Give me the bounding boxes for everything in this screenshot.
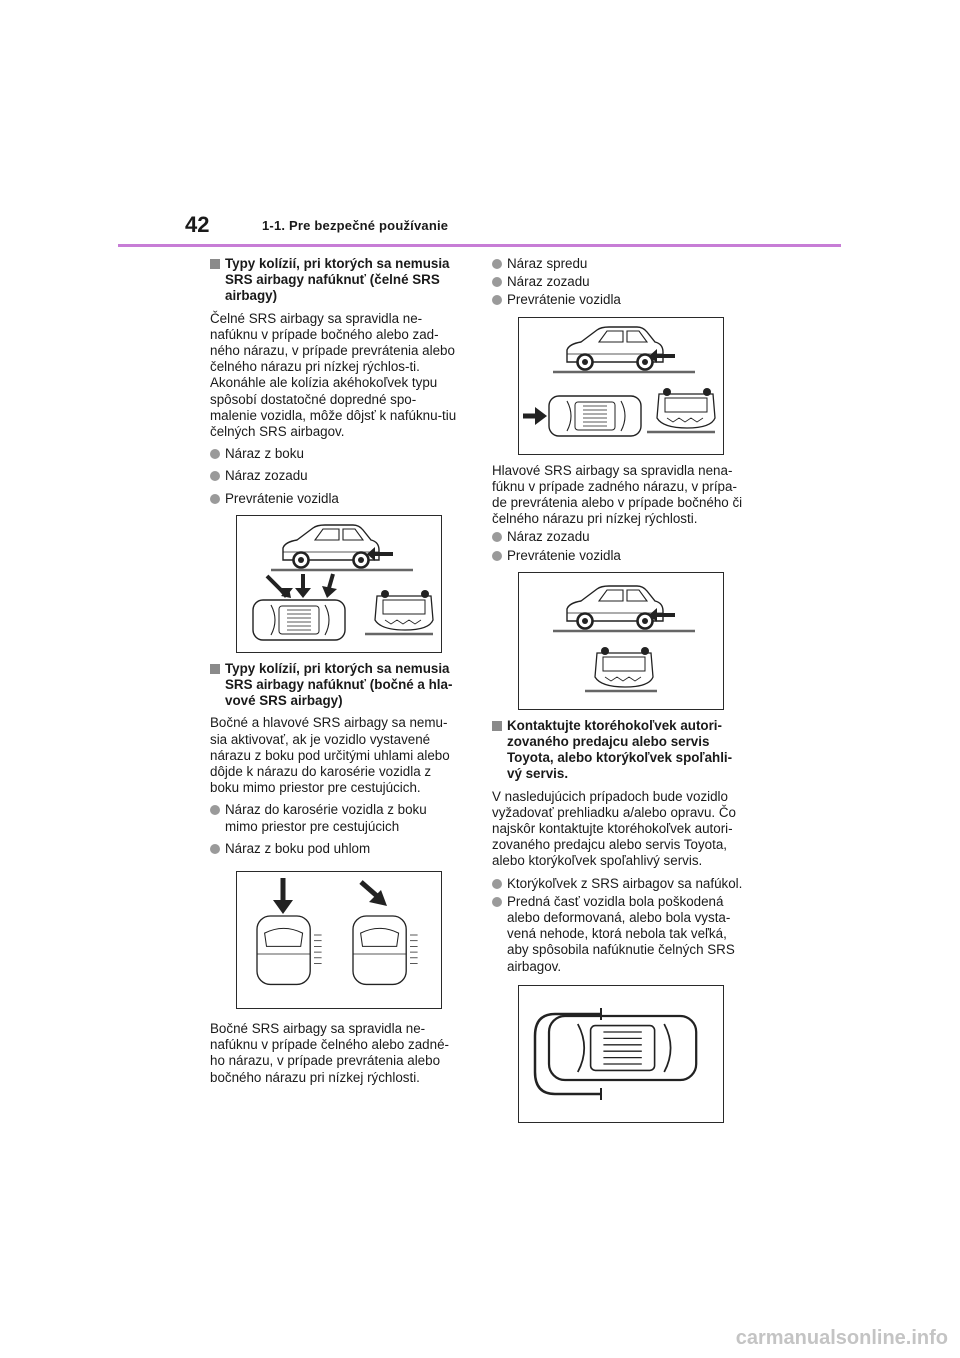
paragraph-side-no-deploy: Bočné SRS airbagy sa spravidla ne-nafúknu v prípade čelného alebo zadné-ho nárazu, v prípade prevrátenia alebo bočného nárazu pri nízkej rýchlosti. <box>210 1021 449 1085</box>
page-number: 42 <box>185 212 210 237</box>
circle-bullet-icon <box>492 897 502 907</box>
circle-bullet-icon <box>492 259 502 269</box>
list-item: Prevrátenie vozidla <box>210 491 462 507</box>
circle-bullet-icon <box>210 844 220 854</box>
circle-bullet-icon <box>492 295 502 305</box>
square-bullet-icon <box>492 721 502 731</box>
heading-contact-dealer <box>492 718 744 783</box>
square-bullet-icon <box>210 259 220 269</box>
circle-bullet-icon <box>492 532 502 542</box>
right-column <box>492 256 744 1131</box>
list-item: Prevrátenie vozidla <box>492 292 744 308</box>
list-item: Ktorýkoľvek z SRS airbagov sa nafúkol. <box>492 876 744 892</box>
left-column <box>210 256 462 1092</box>
header-rule <box>118 244 841 247</box>
figure-side-rear-rollover <box>236 515 442 653</box>
circle-bullet-icon <box>492 551 502 561</box>
circle-bullet-icon <box>210 494 220 504</box>
heading-text: Typy kolízií, pri ktorých sa nemusia SRS airbagy nafúknuť (bočné a hla-vové SRS airbagy) <box>225 660 453 709</box>
figure-front-rear-rollover <box>518 317 724 455</box>
figure-front-damage <box>518 985 724 1123</box>
paragraph-frontal: Čelné SRS airbagy sa spravidla ne-nafúknu v prípade bočného alebo zad-ného nárazu, v prípade prevrátenia alebo čelného nárazu pri nízkej rýchlos-ti. Akonáhle ale kolízia akéhokoľvek typu spôsobí dostatočné dopredné spo-malenie vozidla, môže dôjsť k nafúknu-tiu čelných SRS airbagov. <box>210 310 457 440</box>
list-item: Náraz zozadu <box>492 529 744 545</box>
list-item: Náraz spredu <box>492 256 744 272</box>
square-bullet-icon <box>210 664 220 674</box>
heading-text: Kontaktujte ktoréhokoľvek autori-zovaného predajcu alebo servis Toyota, alebo ktorýkoľvek spoľahli-vý servis. <box>507 717 733 782</box>
circle-bullet-icon <box>210 449 220 459</box>
heading-text: Typy kolízií, pri ktorých sa nemusia SRS airbagy nafúknuť (čelné SRS airbagy) <box>225 256 450 304</box>
list-item: Náraz zozadu <box>210 468 462 484</box>
figure-side-angle-impact <box>236 871 442 1009</box>
list-item: Náraz z boku pod uhlom <box>210 841 462 857</box>
list-item: Náraz z boku <box>210 446 462 462</box>
paragraph-side: Bočné a hlavové SRS airbagy sa nemu-sia aktivovať, ak je vozidlo vystavené nárazu z boku pod určitými uhlami alebo dôjde k nárazu do karosérie vozidla z boku mimo priestor pre cestujúcich. <box>210 715 450 796</box>
paragraph-inspection: V nasledujúcich prípadoch bude vozidlo vyžadovať prehliadku a/alebo opravu. Čo najskôr kontaktujte ktoréhokoľvek autori-zovaného predajcu alebo servis Toyota, alebo ktorýkoľvek spoľahlivý servis. <box>492 788 736 869</box>
circle-bullet-icon <box>210 471 220 481</box>
list-item: Predná časť vozidla bola poškodená alebo deformovaná, alebo bola vysta-vená nehode, ktorá nebola tak veľká, aby spôsobila nafúknutie čelných SRS airbagov. <box>492 894 744 975</box>
figure-rear-rollover <box>518 572 724 710</box>
circle-bullet-icon <box>210 805 220 815</box>
circle-bullet-icon <box>492 879 502 889</box>
circle-bullet-icon <box>492 277 502 287</box>
list-item: Náraz zozadu <box>492 274 744 290</box>
list-item: Prevrátenie vozidla <box>492 548 744 564</box>
section-title: 1-1. Pre bezpečné používanie <box>262 218 449 233</box>
list-item: Náraz do karosérie vozidla z boku mimo priestor pre cestujúcich <box>210 802 462 834</box>
heading-side-curtain-airbags <box>210 661 462 710</box>
heading-frontal-airbags <box>210 256 462 305</box>
watermark: carmanualsonline.info <box>735 1327 948 1349</box>
paragraph-curtain: Hlavové SRS airbagy sa spravidla nena-fúknu v prípade zadného nárazu, v prípa-de prevrátenia alebo v prípade bočného či čelného nárazu pri nízkej rýchlosti. <box>492 462 743 527</box>
